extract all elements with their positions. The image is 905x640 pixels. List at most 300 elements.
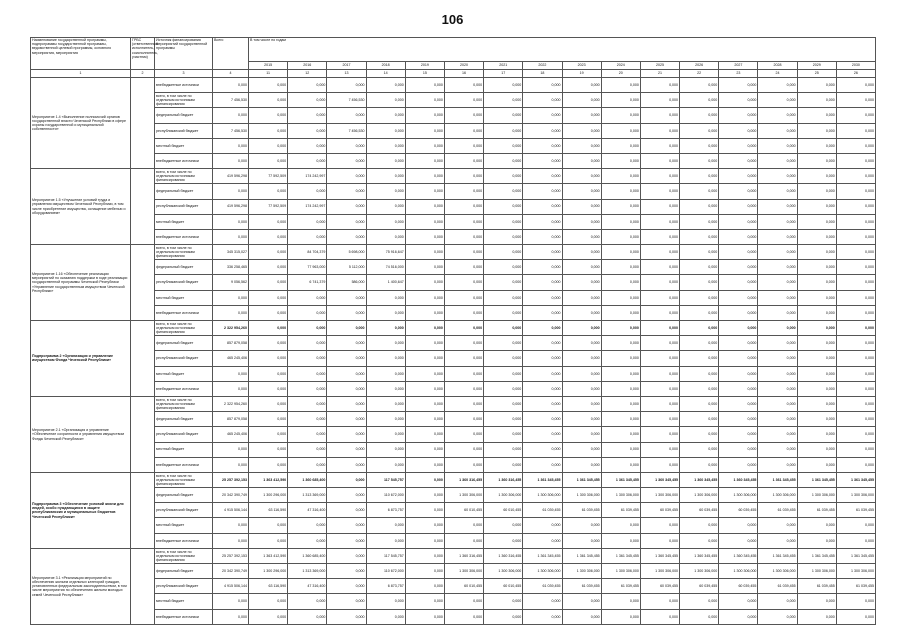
year-header: 2023 bbox=[562, 62, 601, 70]
year-value: 0,000 bbox=[601, 366, 640, 381]
year-value: 0,000 bbox=[719, 396, 758, 411]
year-value: 0,000 bbox=[327, 366, 366, 381]
year-value: 0,000 bbox=[405, 78, 444, 93]
year-value: 0,000 bbox=[484, 457, 523, 472]
year-value: 0,000 bbox=[444, 93, 483, 108]
year-value: 0,000 bbox=[444, 153, 483, 168]
year-value: 0,000 bbox=[680, 366, 719, 381]
year-value: 0,000 bbox=[249, 609, 288, 624]
year-value: 0,000 bbox=[562, 351, 601, 366]
year-value: 0,000 bbox=[523, 609, 562, 624]
year-value: 0,000 bbox=[680, 275, 719, 290]
table-row bbox=[31, 153, 876, 168]
total-value: 336 258,465 bbox=[213, 260, 249, 275]
year-value: 0,000 bbox=[249, 245, 288, 260]
year-value: 1 400,647 bbox=[366, 275, 405, 290]
year-value: 0,000 bbox=[444, 245, 483, 260]
year-value: 0,000 bbox=[836, 123, 875, 138]
year-value: 0,000 bbox=[640, 336, 679, 351]
year-value: 61 039,455 bbox=[562, 579, 601, 594]
year-value: 0,000 bbox=[836, 229, 875, 244]
table-row bbox=[31, 396, 876, 411]
year-value: 0,000 bbox=[562, 184, 601, 199]
year-value: 0,000 bbox=[719, 518, 758, 533]
table-row bbox=[31, 229, 876, 244]
year-header: 2026 bbox=[680, 62, 719, 70]
funding-source: федеральный бюджет bbox=[155, 564, 213, 579]
column-numbers-row bbox=[31, 70, 876, 78]
funding-source: федеральный бюджет bbox=[155, 412, 213, 427]
year-value: 0,000 bbox=[444, 169, 483, 184]
year-value: 0,000 bbox=[405, 184, 444, 199]
year-value: 0,000 bbox=[601, 412, 640, 427]
year-value: 0,000 bbox=[836, 457, 875, 472]
table-row bbox=[31, 564, 876, 579]
grbs-cell bbox=[131, 321, 155, 397]
year-value: 0,000 bbox=[523, 123, 562, 138]
program-name: Мероприятие 1.5 «Улучшение условий труда и управления имуществом Чеченской Республики, в том числе приобретение имущества, оснащение мебелью и оборудованием» bbox=[31, 169, 131, 245]
year-value: 61 039,455 bbox=[523, 503, 562, 518]
column-number: 20 bbox=[601, 70, 640, 78]
year-value: 0,000 bbox=[797, 153, 836, 168]
program-name: Подпрограмма 3 «Обеспечение условий жизни для людей, особо нуждающихся в защите республиканских и муниципальных бюджетов Чеченской Республики» bbox=[31, 472, 131, 548]
year-value: 60 010,455 bbox=[444, 579, 483, 594]
year-value: 0,000 bbox=[640, 245, 679, 260]
year-value: 0,000 bbox=[405, 548, 444, 563]
year-value: 0,000 bbox=[719, 381, 758, 396]
year-value: 0,000 bbox=[366, 153, 405, 168]
table-row bbox=[31, 351, 876, 366]
year-value: 0,000 bbox=[797, 93, 836, 108]
year-value: 60 039,455 bbox=[640, 503, 679, 518]
year-value: 0,000 bbox=[719, 153, 758, 168]
year-value: 0,000 bbox=[523, 594, 562, 609]
column-number: 16 bbox=[444, 70, 483, 78]
year-value: 0,000 bbox=[562, 93, 601, 108]
funding-source: республиканский бюджет bbox=[155, 427, 213, 442]
year-value: 0,000 bbox=[797, 214, 836, 229]
year-value: 0,000 bbox=[680, 153, 719, 168]
year-value: 0,000 bbox=[680, 321, 719, 336]
year-value: 0,000 bbox=[719, 442, 758, 457]
year-value: 0,000 bbox=[797, 594, 836, 609]
year-value: 60 039,455 bbox=[680, 579, 719, 594]
year-value: 0,000 bbox=[366, 108, 405, 123]
year-value: 0,000 bbox=[444, 108, 483, 123]
year-value: 0,000 bbox=[288, 381, 327, 396]
year-value: 0,000 bbox=[523, 427, 562, 442]
year-value: 0,000 bbox=[797, 336, 836, 351]
year-value: 0,000 bbox=[719, 199, 758, 214]
year-value: 0,000 bbox=[288, 457, 327, 472]
year-value: 0,000 bbox=[327, 214, 366, 229]
year-value: 0,000 bbox=[444, 381, 483, 396]
year-value: 0,000 bbox=[405, 321, 444, 336]
year-value: 0,000 bbox=[405, 138, 444, 153]
column-number: 24 bbox=[758, 70, 797, 78]
year-value: 0,000 bbox=[327, 336, 366, 351]
year-value: 0,000 bbox=[327, 396, 366, 411]
year-value: 0,000 bbox=[719, 138, 758, 153]
year-value: 0,000 bbox=[562, 229, 601, 244]
year-value: 174 242,997 bbox=[288, 169, 327, 184]
year-value: 0,000 bbox=[601, 93, 640, 108]
year-value: 0,000 bbox=[249, 153, 288, 168]
year-value: 0,000 bbox=[719, 260, 758, 275]
year-value: 0,000 bbox=[288, 78, 327, 93]
year-value: 74 516,000 bbox=[366, 260, 405, 275]
year-value: 0,000 bbox=[719, 275, 758, 290]
year-value: 0,000 bbox=[249, 290, 288, 305]
table-row bbox=[31, 138, 876, 153]
year-value: 0,000 bbox=[405, 381, 444, 396]
year-value: 0,000 bbox=[288, 153, 327, 168]
year-value: 0,000 bbox=[562, 305, 601, 320]
table-row bbox=[31, 123, 876, 138]
year-value: 0,000 bbox=[758, 305, 797, 320]
funding-source: федеральный бюджет bbox=[155, 184, 213, 199]
year-header: 2028 bbox=[758, 62, 797, 70]
column-number: 15 bbox=[405, 70, 444, 78]
year-value: 1 361 345,455 bbox=[758, 472, 797, 487]
year-value: 1 360 316,455 bbox=[444, 472, 483, 487]
year-value: 1 363 412,590 bbox=[249, 472, 288, 487]
year-value: 1 360 316,455 bbox=[444, 548, 483, 563]
year-value: 0,000 bbox=[562, 321, 601, 336]
year-value: 0,000 bbox=[249, 214, 288, 229]
year-value: 60 010,455 bbox=[484, 503, 523, 518]
year-value: 0,000 bbox=[562, 518, 601, 533]
year-value: 77 592,509 bbox=[249, 199, 288, 214]
year-header: 2015 bbox=[249, 62, 288, 70]
header-grbs: ГРБС (ответственный исполнитель, соисполнитель, участник) bbox=[131, 38, 155, 70]
year-value: 1 300 306,000 bbox=[797, 488, 836, 503]
year-value: 0,000 bbox=[601, 518, 640, 533]
year-value: 0,000 bbox=[601, 184, 640, 199]
year-value: 0,000 bbox=[484, 290, 523, 305]
year-value: 0,000 bbox=[249, 108, 288, 123]
funding-source: внебюджетные источники bbox=[155, 153, 213, 168]
year-value: 0,000 bbox=[523, 260, 562, 275]
column-number: 23 bbox=[719, 70, 758, 78]
year-value: 0,000 bbox=[797, 609, 836, 624]
year-value: 0,000 bbox=[640, 518, 679, 533]
funding-source: республиканский бюджет bbox=[155, 351, 213, 366]
year-value: 0,000 bbox=[484, 214, 523, 229]
year-value: 0,000 bbox=[562, 78, 601, 93]
funding-source: местный бюджет bbox=[155, 594, 213, 609]
year-value: 0,000 bbox=[680, 138, 719, 153]
year-value: 0,000 bbox=[523, 412, 562, 427]
year-value: 1 360 685,400 bbox=[288, 548, 327, 563]
year-value: 0,000 bbox=[640, 351, 679, 366]
total-value: 345 315,027 bbox=[213, 245, 249, 260]
year-value: 0,000 bbox=[601, 229, 640, 244]
year-value: 0,000 bbox=[327, 609, 366, 624]
year-header: 2022 bbox=[523, 62, 562, 70]
year-value: 0,000 bbox=[797, 412, 836, 427]
year-value: 117 545,757 bbox=[366, 548, 405, 563]
year-value: 0,000 bbox=[680, 229, 719, 244]
year-value: 0,000 bbox=[719, 533, 758, 548]
year-value: 0,000 bbox=[249, 321, 288, 336]
program-name: Мероприятие 1.4 «Выполнение полномочий органов государственной власти Чеченской Республики в сфере охраны государственной и муниципальной собственности» bbox=[31, 78, 131, 169]
year-value: 0,000 bbox=[249, 93, 288, 108]
year-value: 0,000 bbox=[288, 290, 327, 305]
year-value: 0,000 bbox=[523, 336, 562, 351]
year-value: 0,000 bbox=[719, 184, 758, 199]
year-value: 0,000 bbox=[640, 321, 679, 336]
year-value: 0,000 bbox=[444, 260, 483, 275]
year-value: 0,000 bbox=[366, 290, 405, 305]
year-value: 0,000 bbox=[836, 214, 875, 229]
column-number: 26 bbox=[836, 70, 875, 78]
total-value: 0,000 bbox=[213, 381, 249, 396]
year-header: 2020 bbox=[444, 62, 483, 70]
year-value: 0,000 bbox=[523, 214, 562, 229]
table-row bbox=[31, 488, 876, 503]
year-value: 0,000 bbox=[523, 290, 562, 305]
year-value: 0,000 bbox=[680, 123, 719, 138]
year-value: 0,000 bbox=[640, 169, 679, 184]
year-value: 0,000 bbox=[680, 78, 719, 93]
year-value: 0,000 bbox=[405, 594, 444, 609]
year-value: 0,000 bbox=[484, 229, 523, 244]
year-value: 0,000 bbox=[366, 427, 405, 442]
table-row bbox=[31, 427, 876, 442]
table-row bbox=[31, 290, 876, 305]
year-value: 0,000 bbox=[484, 412, 523, 427]
year-value: 0,000 bbox=[405, 229, 444, 244]
year-value: 0,000 bbox=[366, 457, 405, 472]
table-row bbox=[31, 472, 876, 487]
year-value: 0,000 bbox=[797, 229, 836, 244]
year-value: 0,000 bbox=[484, 245, 523, 260]
year-value: 0,000 bbox=[366, 533, 405, 548]
year-value: 0,000 bbox=[523, 351, 562, 366]
year-value: 0,000 bbox=[444, 412, 483, 427]
year-value: 0,000 bbox=[640, 427, 679, 442]
year-value: 0,000 bbox=[640, 412, 679, 427]
year-value: 0,000 bbox=[836, 290, 875, 305]
column-number: 21 bbox=[640, 70, 679, 78]
year-header: 2021 bbox=[484, 62, 523, 70]
year-value: 0,000 bbox=[562, 138, 601, 153]
year-value: 0,000 bbox=[444, 427, 483, 442]
year-value: 0,000 bbox=[484, 123, 523, 138]
year-value: 0,000 bbox=[249, 351, 288, 366]
total-value: 0,000 bbox=[213, 229, 249, 244]
year-value: 61 039,455 bbox=[601, 503, 640, 518]
funding-source: республиканский бюджет bbox=[155, 123, 213, 138]
year-value: 0,000 bbox=[444, 351, 483, 366]
year-value: 1 300 306,000 bbox=[719, 488, 758, 503]
year-value: 0,000 bbox=[797, 290, 836, 305]
year-value: 0,000 bbox=[836, 275, 875, 290]
year-value: 5 698,000 bbox=[327, 245, 366, 260]
year-value: 0,000 bbox=[680, 199, 719, 214]
year-value: 0,000 bbox=[444, 321, 483, 336]
year-value: 0,000 bbox=[562, 457, 601, 472]
year-value: 0,000 bbox=[523, 78, 562, 93]
year-value: 0,000 bbox=[601, 321, 640, 336]
year-value: 0,000 bbox=[797, 396, 836, 411]
year-value: 0,000 bbox=[249, 336, 288, 351]
table-row bbox=[31, 108, 876, 123]
year-value: 0,000 bbox=[405, 108, 444, 123]
year-value: 0,000 bbox=[366, 321, 405, 336]
year-value: 0,000 bbox=[444, 457, 483, 472]
year-value: 0,000 bbox=[719, 93, 758, 108]
table-row bbox=[31, 199, 876, 214]
table-row bbox=[31, 321, 876, 336]
year-value: 0,000 bbox=[601, 336, 640, 351]
year-value: 60 039,455 bbox=[719, 503, 758, 518]
year-value: 0,000 bbox=[484, 184, 523, 199]
column-number: 17 bbox=[484, 70, 523, 78]
year-value: 0,000 bbox=[601, 305, 640, 320]
year-value: 0,000 bbox=[444, 78, 483, 93]
year-value: 0,000 bbox=[719, 427, 758, 442]
table-row bbox=[31, 245, 876, 260]
year-value: 0,000 bbox=[719, 214, 758, 229]
year-value: 0,000 bbox=[562, 533, 601, 548]
year-value: 0,000 bbox=[758, 78, 797, 93]
year-value: 174 242,997 bbox=[288, 199, 327, 214]
year-value: 0,000 bbox=[758, 108, 797, 123]
year-value: 0,000 bbox=[562, 442, 601, 457]
year-value: 0,000 bbox=[366, 351, 405, 366]
year-value: 0,000 bbox=[366, 169, 405, 184]
year-value: 0,000 bbox=[327, 548, 366, 563]
year-value: 0,000 bbox=[719, 305, 758, 320]
year-value: 1 300 306,000 bbox=[444, 564, 483, 579]
year-value: 0,000 bbox=[797, 518, 836, 533]
year-value: 0,000 bbox=[327, 184, 366, 199]
year-value: 0,000 bbox=[444, 442, 483, 457]
year-value: 0,000 bbox=[523, 366, 562, 381]
year-header: 2016 bbox=[288, 62, 327, 70]
total-value: 0,000 bbox=[213, 457, 249, 472]
year-value: 0,000 bbox=[327, 138, 366, 153]
year-value: 0,000 bbox=[680, 245, 719, 260]
year-value: 0,000 bbox=[562, 609, 601, 624]
year-value: 0,000 bbox=[444, 229, 483, 244]
year-value: 0,000 bbox=[327, 290, 366, 305]
funding-source: внебюджетные источники bbox=[155, 457, 213, 472]
year-value: 0,000 bbox=[562, 199, 601, 214]
year-value: 0,000 bbox=[836, 260, 875, 275]
year-value: 0,000 bbox=[405, 169, 444, 184]
table-row bbox=[31, 305, 876, 320]
year-value: 0,000 bbox=[562, 153, 601, 168]
year-value: 0,000 bbox=[640, 184, 679, 199]
program-name: Мероприятие 3.1 «Реализация мероприятий по обеспечению жильем отдельных категорий граждан, установленных федеральным законодательством, в том числе мероприятия по обеспечению жильем молодых семей Чеченской Республики» bbox=[31, 548, 131, 624]
year-value: 0,000 bbox=[680, 381, 719, 396]
year-value: 0,000 bbox=[288, 533, 327, 548]
year-value: 0,000 bbox=[797, 138, 836, 153]
year-value: 0,000 bbox=[405, 442, 444, 457]
year-value: 0,000 bbox=[366, 214, 405, 229]
funding-source: республиканский бюджет bbox=[155, 579, 213, 594]
year-value: 0,000 bbox=[249, 366, 288, 381]
funding-source: внебюджетные источники bbox=[155, 305, 213, 320]
grbs-cell bbox=[131, 78, 155, 169]
year-value: 0,000 bbox=[484, 138, 523, 153]
year-value: 0,000 bbox=[640, 260, 679, 275]
year-value: 0,000 bbox=[444, 594, 483, 609]
year-value: 0,000 bbox=[523, 184, 562, 199]
year-value: 0,000 bbox=[444, 305, 483, 320]
year-value: 0,000 bbox=[719, 336, 758, 351]
year-value: 61 039,455 bbox=[797, 503, 836, 518]
year-value: 0,000 bbox=[640, 442, 679, 457]
total-value: 4 915 506,144 bbox=[213, 503, 249, 518]
total-value: 465 245,406 bbox=[213, 351, 249, 366]
year-value: 117 545,757 bbox=[366, 472, 405, 487]
year-value: 0,000 bbox=[288, 138, 327, 153]
year-value: 0,000 bbox=[484, 199, 523, 214]
year-value: 0,000 bbox=[758, 351, 797, 366]
year-value: 1 300 306,000 bbox=[680, 564, 719, 579]
year-value: 0,000 bbox=[484, 427, 523, 442]
year-value: 0,000 bbox=[444, 138, 483, 153]
year-value: 0,000 bbox=[327, 503, 366, 518]
year-value: 0,000 bbox=[366, 396, 405, 411]
year-value: 60 039,455 bbox=[640, 579, 679, 594]
year-value: 0,000 bbox=[601, 108, 640, 123]
year-value: 7 456,530 bbox=[327, 123, 366, 138]
year-value: 0,000 bbox=[797, 442, 836, 457]
year-value: 61 039,455 bbox=[523, 579, 562, 594]
funding-source: федеральный бюджет bbox=[155, 488, 213, 503]
year-value: 0,000 bbox=[719, 169, 758, 184]
year-value: 0,000 bbox=[366, 381, 405, 396]
year-value: 0,000 bbox=[680, 594, 719, 609]
year-value: 0,000 bbox=[836, 78, 875, 93]
year-value: 0,000 bbox=[366, 229, 405, 244]
year-value: 0,000 bbox=[484, 275, 523, 290]
year-value: 0,000 bbox=[366, 123, 405, 138]
year-value: 0,000 bbox=[327, 78, 366, 93]
year-value: 1 300 306,000 bbox=[444, 488, 483, 503]
table-row bbox=[31, 594, 876, 609]
year-value: 0,000 bbox=[719, 366, 758, 381]
funding-source: всего, в том числе по отдельным источникам финансирования bbox=[155, 169, 213, 184]
year-value: 0,000 bbox=[327, 564, 366, 579]
year-value: 0,000 bbox=[640, 457, 679, 472]
year-value: 1 300 306,000 bbox=[601, 488, 640, 503]
table-row bbox=[31, 78, 876, 93]
year-value: 0,000 bbox=[758, 184, 797, 199]
year-value: 0,000 bbox=[288, 396, 327, 411]
year-value: 0,000 bbox=[484, 153, 523, 168]
funding-source: внебюджетные источники bbox=[155, 381, 213, 396]
total-value: 0,000 bbox=[213, 108, 249, 123]
year-value: 0,000 bbox=[405, 93, 444, 108]
year-value: 0,000 bbox=[327, 412, 366, 427]
year-value: 0,000 bbox=[249, 457, 288, 472]
year-value: 1 300 306,000 bbox=[562, 488, 601, 503]
year-value: 61 039,455 bbox=[836, 579, 875, 594]
year-header: 2019 bbox=[405, 62, 444, 70]
year-value: 0,000 bbox=[523, 169, 562, 184]
funding-source: местный бюджет bbox=[155, 214, 213, 229]
year-value: 0,000 bbox=[719, 123, 758, 138]
year-value: 1 361 345,455 bbox=[797, 548, 836, 563]
total-value: 0,000 bbox=[213, 184, 249, 199]
table-row bbox=[31, 275, 876, 290]
